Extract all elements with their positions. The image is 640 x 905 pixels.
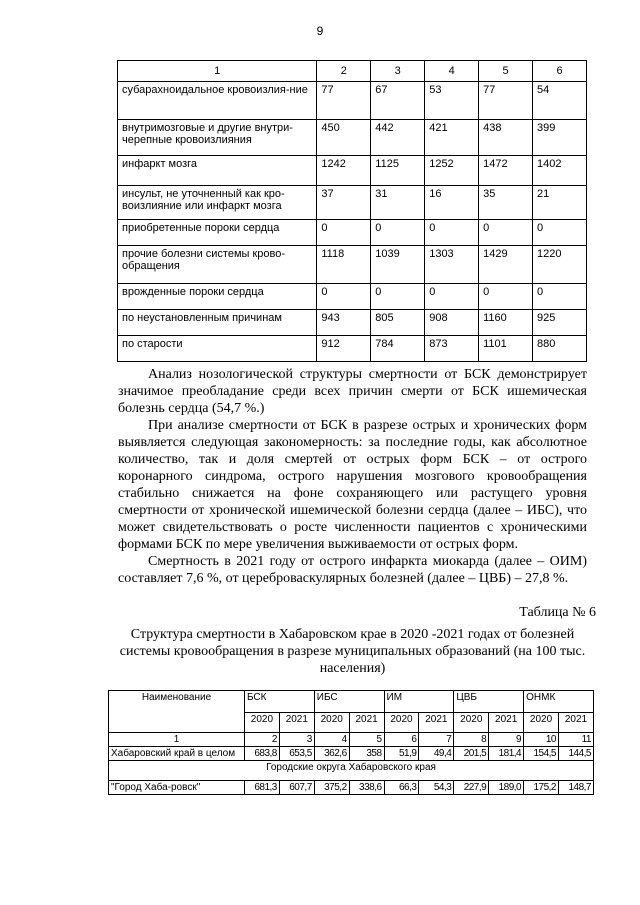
value-cell: 16 (425, 186, 479, 220)
value-cell: 805 (371, 310, 425, 336)
value-cell: 54 (533, 82, 587, 120)
analysis-text (118, 366, 587, 587)
table-row (118, 156, 587, 186)
value-cell: 31 (371, 186, 425, 220)
col-number: 3 (279, 733, 314, 747)
value-cell: 399 (533, 120, 587, 156)
table-row (118, 284, 587, 310)
value-cell: 1242 (317, 156, 371, 186)
value-cell: 1429 (479, 246, 533, 284)
header-cell: 1 (118, 61, 317, 82)
header-cell: 2 (317, 61, 371, 82)
group-header: ИМ (384, 691, 454, 713)
table-row (118, 246, 587, 284)
value-cell: 1220 (533, 246, 587, 284)
year-cell: 2020 (524, 713, 559, 733)
value-cell: 181,4 (489, 747, 524, 761)
cause-name: внутримозговые и другие внутри-черепные кровоизлияния (118, 120, 317, 156)
year-cell: 2021 (279, 713, 314, 733)
column-number-row (109, 733, 594, 747)
section-title: Городские округа Хабаровского края (109, 761, 594, 781)
paragraph: Смертность в 2021 году от острого инфаркта миокарда (далее – ОИМ) составляет 7,6 %, от цереброваскулярных болезней (далее – ЦВБ) – 27,8 %. (118, 554, 587, 586)
value-cell: 653,5 (279, 747, 314, 761)
table-row (118, 120, 587, 156)
year-cell: 2020 (384, 713, 419, 733)
name-header: Наименование (109, 691, 245, 733)
value-cell: 450 (317, 120, 371, 156)
value-cell: 0 (533, 220, 587, 246)
header-cell: 3 (371, 61, 425, 82)
value-cell: 35 (479, 186, 533, 220)
value-cell: 0 (425, 220, 479, 246)
value-cell: 0 (479, 284, 533, 310)
value-cell: 683,8 (244, 747, 279, 761)
value-cell: 681,3 (244, 781, 279, 795)
value-cell: 67 (371, 82, 425, 120)
value-cell: 66,3 (384, 781, 419, 795)
value-cell: 438 (479, 120, 533, 156)
header-cell: 6 (533, 61, 587, 82)
group-header: ИБС (314, 691, 384, 713)
value-cell: 375,2 (314, 781, 349, 795)
value-cell: 148,7 (559, 781, 594, 795)
table-row (118, 82, 587, 120)
value-cell: 943 (317, 310, 371, 336)
value-cell: 54,3 (419, 781, 454, 795)
col-number: 1 (109, 733, 245, 747)
value-cell: 362,6 (314, 747, 349, 761)
value-cell: 0 (425, 284, 479, 310)
value-cell: 49,4 (419, 747, 454, 761)
table-title: Структура смертности в Хабаровском крае в 2020 -2021 годах от болезней системы кровообращения в разрезе муниципальных образований (на 100 тыс. населения) (119, 627, 586, 676)
value-cell: 227,9 (454, 781, 489, 795)
table-header-row (118, 61, 587, 82)
table-row (118, 220, 587, 246)
value-cell: 442 (371, 120, 425, 156)
value-cell: 784 (371, 336, 425, 362)
cause-name: прочие болезни системы крово-обращения (118, 246, 317, 284)
table-label: Таблица № 6 (519, 605, 596, 620)
header-cell: 4 (425, 61, 479, 82)
value-cell: 1160 (479, 310, 533, 336)
value-cell: 51,9 (384, 747, 419, 761)
group-header: ЦВБ (454, 691, 524, 713)
value-cell: 873 (425, 336, 479, 362)
value-cell: 201,5 (454, 747, 489, 761)
value-cell: 1039 (371, 246, 425, 284)
value-cell: 0 (317, 220, 371, 246)
value-cell: 1472 (479, 156, 533, 186)
col-number: 9 (489, 733, 524, 747)
value-cell: 1125 (371, 156, 425, 186)
table-row (109, 747, 594, 761)
cause-name: приобретенные пороки сердца (118, 220, 317, 246)
cause-name: инсульт, не уточненный как кро-воизлияние или инфаркт мозга (118, 186, 317, 220)
value-cell: 1101 (479, 336, 533, 362)
value-cell: 53 (425, 82, 479, 120)
value-cell: 0 (317, 284, 371, 310)
cause-name: по старости (118, 336, 317, 362)
value-cell: 880 (533, 336, 587, 362)
year-cell: 2021 (419, 713, 454, 733)
col-number: 10 (524, 733, 559, 747)
col-number: 4 (314, 733, 349, 747)
value-cell: 77 (317, 82, 371, 120)
group-header: БСК (244, 691, 314, 713)
municipal-mortality-table (108, 690, 594, 795)
value-cell: 37 (317, 186, 371, 220)
value-cell: 0 (371, 220, 425, 246)
table-row (118, 186, 587, 220)
region-name: Хабаровский край в целом (109, 747, 245, 761)
value-cell: 1252 (425, 156, 479, 186)
value-cell: 912 (317, 336, 371, 362)
value-cell: 1402 (533, 156, 587, 186)
paragraph: Анализ нозологической структуры смертности от БСК демонстрирует значимое преобладание среди всех причин смерти от БСК ишемическая болезнь сердца (54,7 %.) (118, 367, 587, 416)
col-number: 5 (349, 733, 384, 747)
value-cell: 925 (533, 310, 587, 336)
table-row (109, 781, 594, 795)
value-cell: 0 (533, 284, 587, 310)
col-number: 11 (559, 733, 594, 747)
cause-name: инфаркт мозга (118, 156, 317, 186)
value-cell: 154,5 (524, 747, 559, 761)
section-row (109, 761, 594, 781)
value-cell: 144,5 (559, 747, 594, 761)
col-number: 7 (419, 733, 454, 747)
value-cell: 1118 (317, 246, 371, 284)
group-header-row (109, 691, 594, 713)
year-cell: 2021 (559, 713, 594, 733)
value-cell: 607,7 (279, 781, 314, 795)
mortality-causes-table (117, 60, 587, 362)
value-cell: 358 (349, 747, 384, 761)
value-cell: 0 (479, 220, 533, 246)
year-cell: 2020 (244, 713, 279, 733)
value-cell: 908 (425, 310, 479, 336)
col-number: 2 (244, 733, 279, 747)
value-cell: 77 (479, 82, 533, 120)
paragraph: При анализе смертности от БСК в разрезе острых и хронических форм выявляется следующая закономерность: за последние годы, как абсолютное количество, так и доля смертей от острых форм БСК – от острого коронарного синдрома, острого нарушения мозгового кровообращения стабильно снижается на фоне сохраняющего или растущего уровня смертности от хронической ишемической болезни сердца (далее – ИБС), что может свидетельствовать о росте численности пациентов с хроническими формами БСК по мере увеличения выживаемости от острых форм. (118, 418, 587, 552)
value-cell: 175,2 (524, 781, 559, 795)
col-number: 8 (454, 733, 489, 747)
year-cell: 2020 (314, 713, 349, 733)
cause-name: врожденные пороки сердца (118, 284, 317, 310)
value-cell: 338,6 (349, 781, 384, 795)
region-name: "Город Хаба-ровск" (109, 781, 245, 795)
year-cell: 2020 (454, 713, 489, 733)
col-number: 6 (384, 733, 419, 747)
value-cell: 0 (371, 284, 425, 310)
value-cell: 421 (425, 120, 479, 156)
value-cell: 21 (533, 186, 587, 220)
value-cell: 189,0 (489, 781, 524, 795)
value-cell: 1303 (425, 246, 479, 284)
year-cell: 2021 (489, 713, 524, 733)
table-row (118, 336, 587, 362)
header-cell: 5 (479, 61, 533, 82)
cause-name: субарахноидальное кровоизлия-ние (118, 82, 317, 120)
year-cell: 2021 (349, 713, 384, 733)
group-header: ОНМК (524, 691, 594, 713)
page-number: 9 (316, 24, 324, 38)
cause-name: по неустановленным причинам (118, 310, 317, 336)
table-row (118, 310, 587, 336)
